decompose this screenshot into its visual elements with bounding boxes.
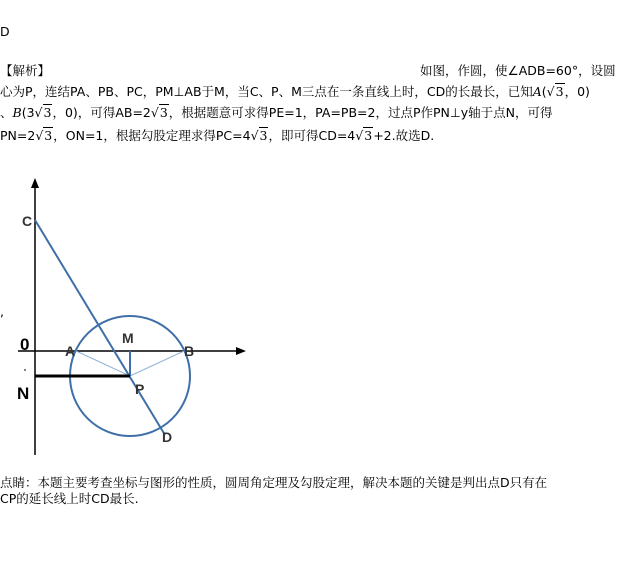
ab-radicand: 3	[159, 105, 168, 120]
point-b-open: (3	[21, 105, 35, 120]
on-text: ，ON=1，根据勾股定理求得PC=4	[53, 128, 251, 143]
y-axis-arrow	[31, 178, 39, 188]
analysis-line4	[0, 128, 434, 144]
sqrt-symbol: √	[34, 105, 43, 120]
point-b-label: B	[12, 105, 22, 120]
pn-text: PN=2	[0, 128, 36, 143]
label-b: B	[184, 343, 195, 359]
analysis-line3	[0, 105, 553, 121]
stray-mark: ,	[0, 304, 4, 319]
point-a-radicand: 3	[555, 84, 564, 99]
pn-radicand: 3	[44, 128, 53, 143]
label-p: P	[135, 381, 145, 397]
label-d: D	[162, 429, 173, 445]
label-n: N	[17, 384, 30, 403]
analysis-line1-right: 如图，作圆，使∠ADB=60°，设圆	[420, 63, 616, 78]
sqrt-symbol: √	[546, 84, 555, 99]
label-c: C	[22, 213, 33, 229]
label-a: A	[65, 343, 76, 359]
x-axis-arrow	[236, 347, 246, 355]
segment-pb	[130, 351, 184, 376]
geometry-figure	[0, 170, 270, 460]
answer-letter: D	[0, 24, 10, 39]
line-cd	[35, 220, 165, 435]
analysis-line2-text: 心为P，连结PA、PB、PC，PM⊥AB于M，当C、P、M三点在一条直线上时，CD的长最长，已知	[0, 84, 533, 99]
analysis-heading: 【解析】	[0, 63, 51, 78]
point-b-close: ，0)	[52, 105, 78, 120]
sqrt-symbol: √	[355, 128, 364, 143]
analysis-line4-end: +2.故选D.	[373, 128, 435, 143]
label-m: M	[122, 330, 134, 346]
label-o: 0	[20, 335, 30, 354]
sqrt-symbol: √	[150, 105, 159, 120]
cd-radicand: 3	[364, 128, 373, 143]
point-b-radicand: 3	[43, 105, 52, 120]
analysis-line2	[0, 84, 590, 100]
point-a-open: (	[541, 84, 547, 99]
sqrt-symbol: √	[250, 128, 259, 143]
comment-line2: CP的延长线上时CD最长.	[0, 491, 139, 506]
pc-radicand: 3	[259, 128, 268, 143]
sqrt-symbol: √	[35, 128, 44, 143]
cd-text: ，即可得CD=4	[268, 128, 356, 143]
ab-text: ，可得AB=2	[77, 105, 151, 120]
analysis-line3-prefix: 、	[0, 105, 13, 120]
point-a-label: A	[532, 84, 542, 99]
comment-line1: 点睛：本题主要考查坐标与图形的性质，圆周角定理及勾股定理，解决本题的关键是判出点D只有在	[0, 475, 548, 490]
analysis-line3-rest: ，根据题意可求得PE=1，PA=PB=2，过点P作PN⊥y轴于点N，可得	[168, 105, 553, 120]
point-a-close: ，0)	[564, 84, 590, 99]
